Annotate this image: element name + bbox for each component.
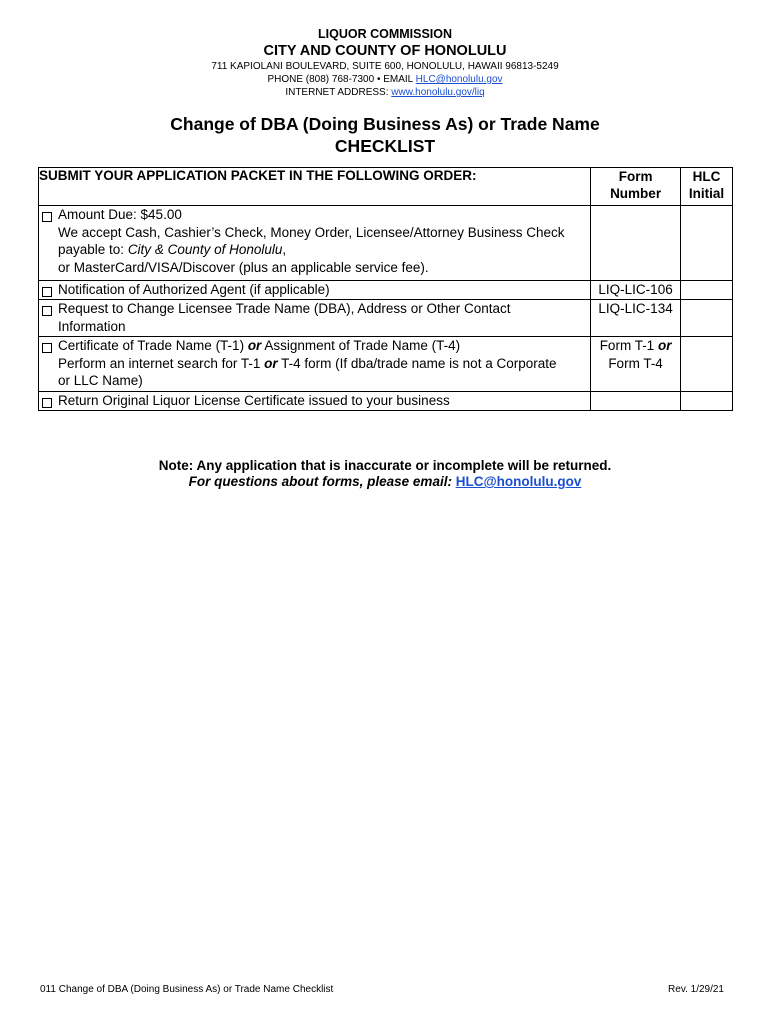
hlc-initial-cell[interactable] xyxy=(681,337,733,392)
form-number-cell: Form T-1 or Form T-4 xyxy=(591,337,681,392)
checklist-item-certificate-trade-name: Certificate of Trade Name (T-1) or Assignment of Trade Name (T-4) Perform an internet search for T-1 or T-4 form (If dba/trade name is not a Corporate or LLC Name) xyxy=(39,337,591,392)
form-number-cell xyxy=(591,392,681,411)
web-line xyxy=(0,87,770,98)
checkbox-icon[interactable] xyxy=(42,398,52,408)
table-row xyxy=(39,206,733,281)
checkbox-icon[interactable] xyxy=(42,212,52,222)
website-link[interactable]: www.honolulu.gov/liq xyxy=(391,87,485,98)
document-subtitle: CHECKLIST xyxy=(334,136,436,156)
checkbox-icon[interactable] xyxy=(42,343,52,353)
note-email-link[interactable]: HLC@honolulu.gov xyxy=(455,474,582,489)
checklist-item-authorized-agent: Notification of Authorized Agent (if applicable) xyxy=(39,281,591,300)
header-instructions: SUBMIT YOUR APPLICATION PACKET IN THE FOLLOWING ORDER: xyxy=(39,168,591,206)
header-hlc-initial: HLC Initial xyxy=(681,168,733,206)
city-name: CITY AND COUNTY OF HONOLULU xyxy=(263,43,507,59)
web-label: INTERNET ADDRESS: xyxy=(285,87,392,98)
org-name: LIQUOR COMMISSION xyxy=(317,27,453,41)
checklist-item-change-trade-name: Request to Change Licensee Trade Name (DBA), Address or Other Contact Information xyxy=(39,300,591,337)
document-title: Change of DBA (Doing Business As) or Trade Name xyxy=(170,114,600,134)
note-questions xyxy=(0,474,770,489)
phone-text: PHONE (808) 768-7300 • EMAIL xyxy=(267,74,416,85)
table-header-row xyxy=(39,168,733,206)
checkbox-icon[interactable] xyxy=(42,287,52,297)
hlc-initial-cell[interactable] xyxy=(681,300,733,337)
checklist-table xyxy=(38,167,733,411)
table-row xyxy=(39,300,733,337)
hlc-initial-cell[interactable] xyxy=(681,206,733,281)
header-form-number: Form Number xyxy=(591,168,681,206)
form-number-cell: LIQ-LIC-134 xyxy=(591,300,681,337)
checklist-item-return-certificate: Return Original Liquor License Certificate issued to your business xyxy=(39,392,591,411)
footer-revision: Rev. 1/29/21 xyxy=(668,984,724,995)
checklist-item-amount-due: Amount Due: $45.00 We accept Cash, Cashier’s Check, Money Order, Licensee/Attorney Business Check payable to: City & County of Honolulu, or MasterCard/VISA/Discover (plus an applicable service fee). xyxy=(39,206,591,281)
table-row xyxy=(39,392,733,411)
form-number-cell xyxy=(591,206,681,281)
address: 711 KAPIOLANI BOULEVARD, SUITE 600, HONOLULU, HAWAII 96813-5249 xyxy=(211,61,559,72)
hlc-initial-cell[interactable] xyxy=(681,281,733,300)
contact-line xyxy=(0,74,770,85)
form-number-cell: LIQ-LIC-106 xyxy=(591,281,681,300)
footer-document-name: 011 Change of DBA (Doing Business As) or Trade Name Checklist xyxy=(40,984,334,995)
table-row xyxy=(39,337,733,392)
note-questions-text: For questions about forms, please email: xyxy=(188,474,456,489)
header-email-link[interactable]: HLC@honolulu.gov xyxy=(415,74,503,85)
checkbox-icon[interactable] xyxy=(42,306,52,316)
note-incomplete: Note: Any application that is inaccurate or incomplete will be returned. xyxy=(158,458,612,473)
hlc-initial-cell[interactable] xyxy=(681,392,733,411)
table-row xyxy=(39,281,733,300)
